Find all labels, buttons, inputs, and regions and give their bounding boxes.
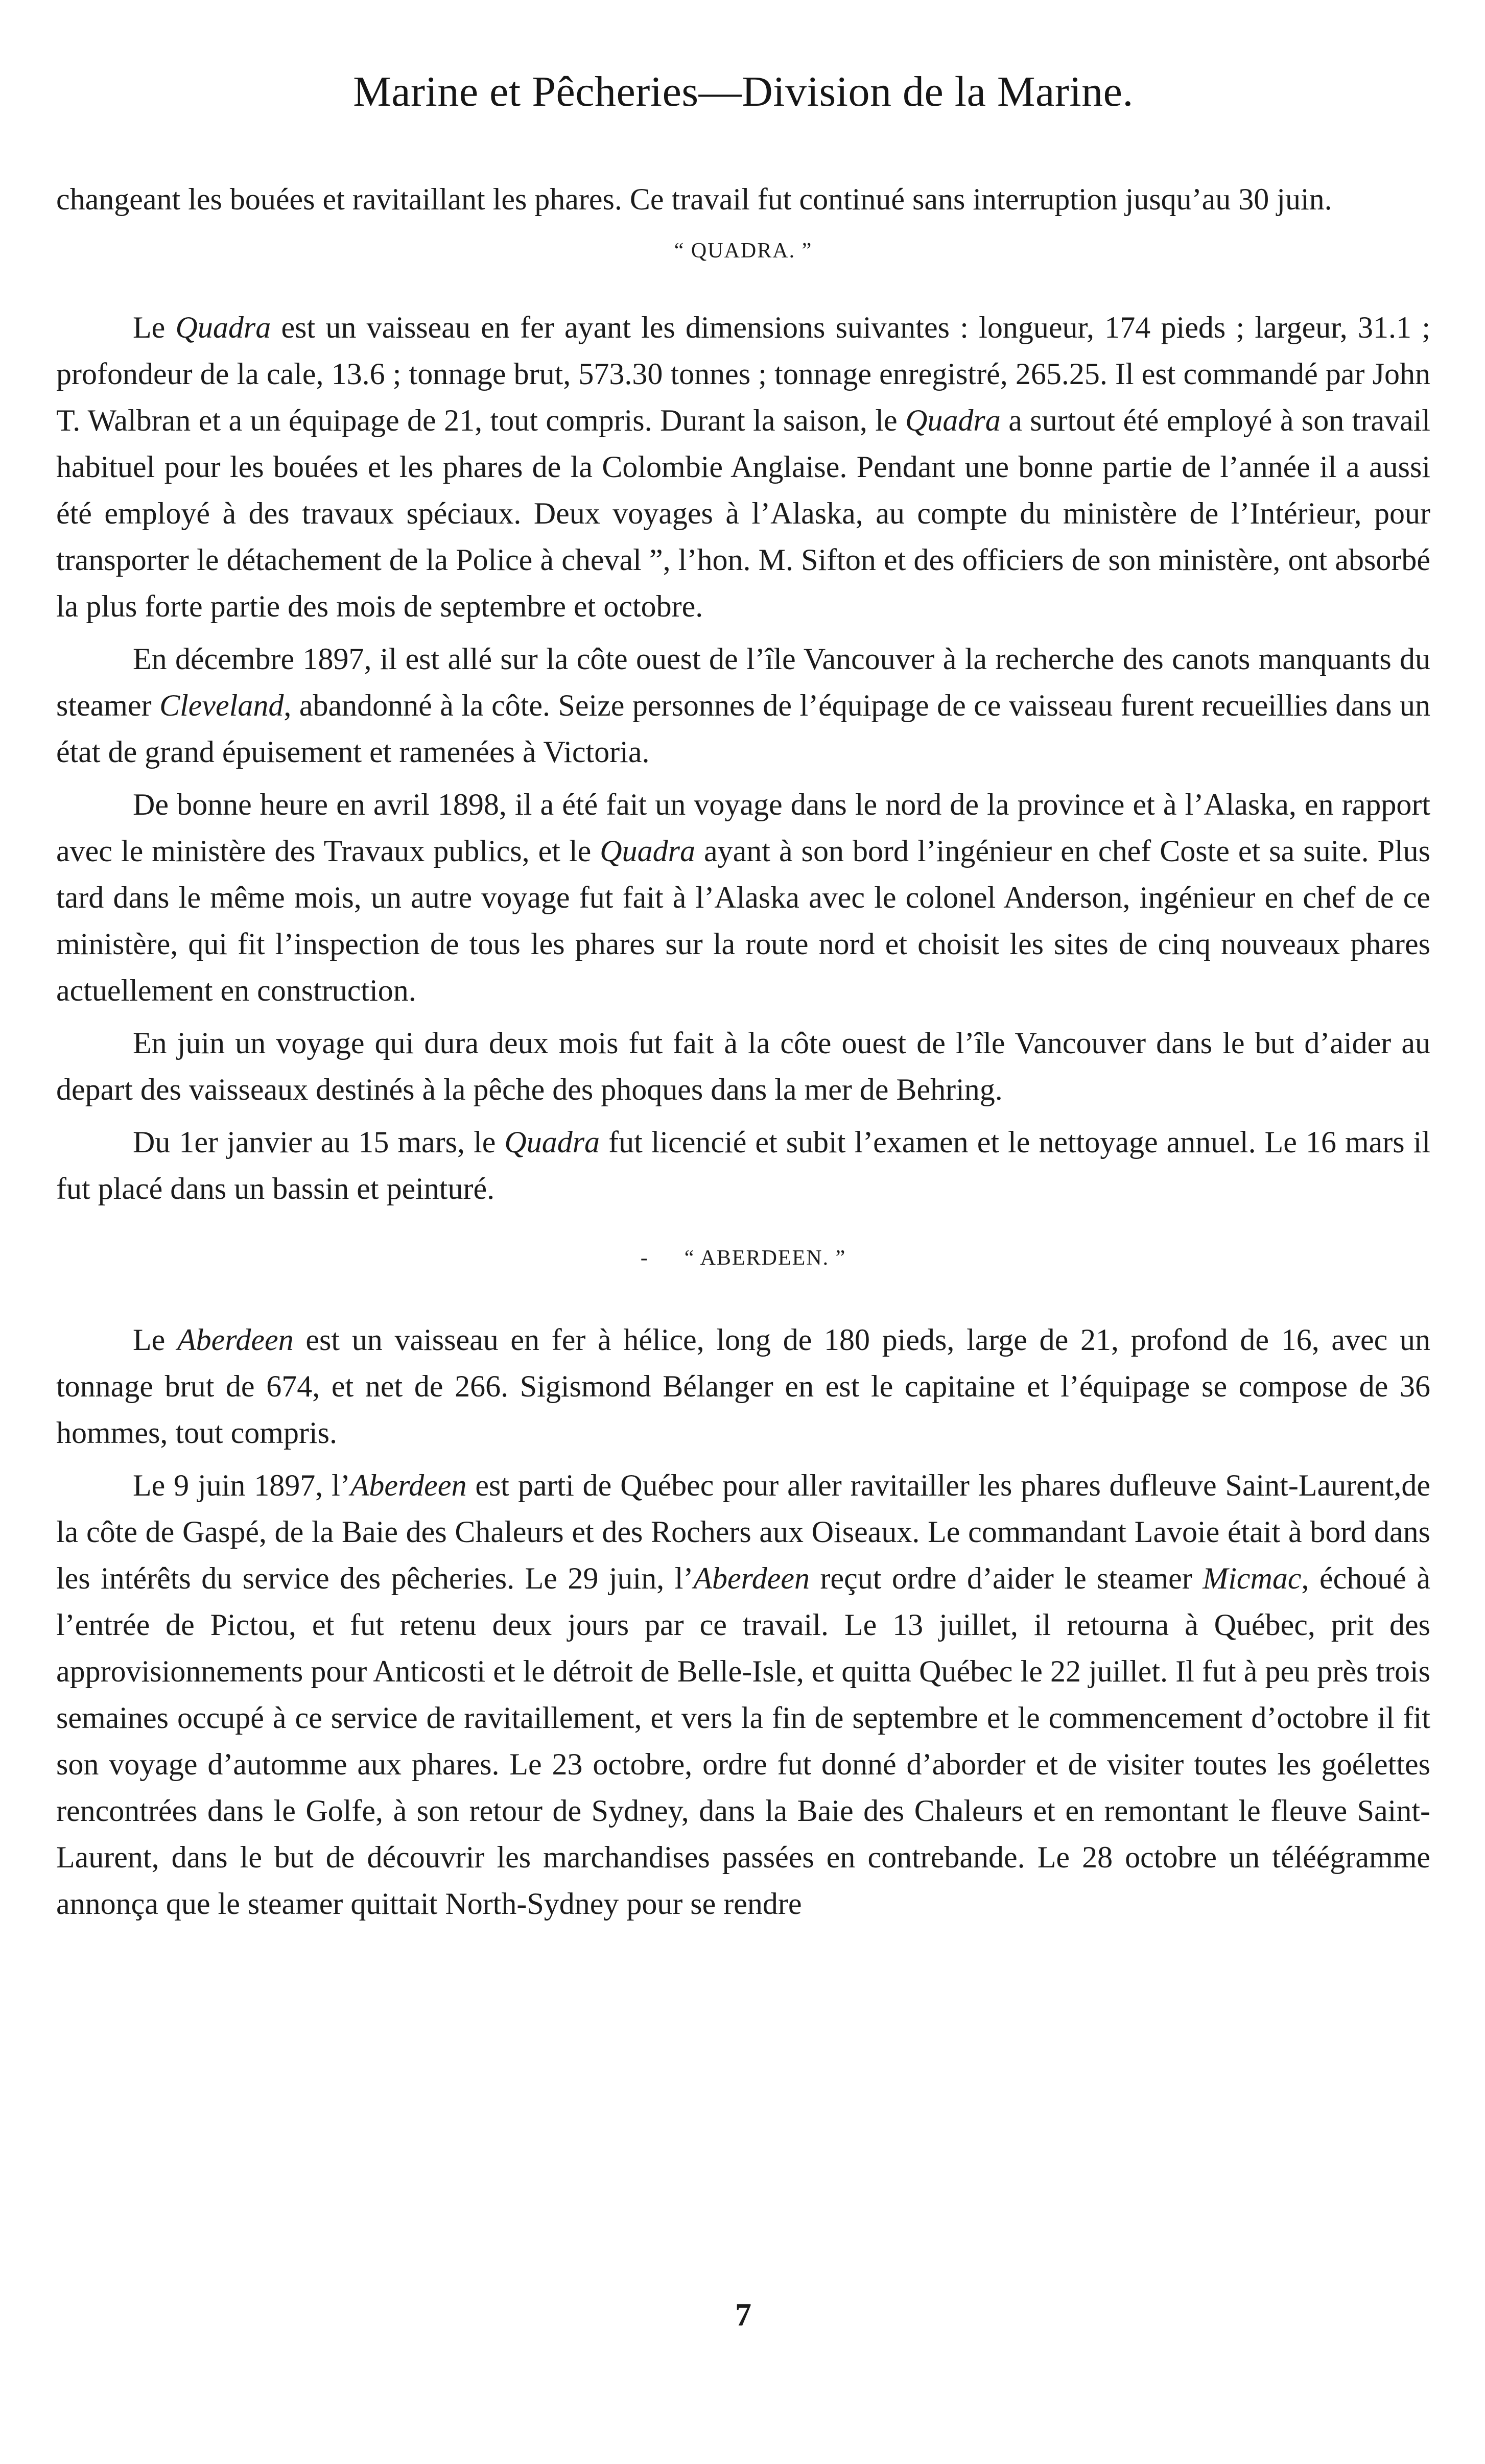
paragraph-continuation: changeant les bouées et ravitaillant les phares. Ce travail fut continué sans interruption jusqu’au 30 juin. [56, 182, 1332, 216]
paragraph-aberdeen-june: Le 9 juin 1897, l’Aberdeen est parti de Québec pour aller ravitailler les phares dufleuve Saint-Laurent,de la côte de Gaspé, de la Baie des Chaleurs et des Rochers aux Oiseaux. Le commandant Lavoie était à bord dans les intérêts du service des pêcheries. Le 29 juin, l’Aberdeen reçut ordre d’aider le steamer Micmac, échoué à l’entrée de Pictou, et fut retenu deux jours par ce travail. Le 13 juillet, il retourna à Québec, prit des approvisionnements pour Anticosti et le détroit de Belle-Isle, et quitta Québec le 22 juillet. Il fut à peu près trois semaines occupé à ce service de ravitaillement, et vers la fin de septembre et le commencement d’octobre il fit son voyage d’automme aux phares. Le 23 octobre, ordre fut donné d’aborder et de visiter toutes les goélettes rencontrées dans le Golfe, à son retour de Sydney, dans la Baie des Chaleurs et en remontant le fleuve Saint-Laurent, dans le but de découvrir les marchandises passées en contrebande. Le 28 octobre un téléégramme annonça que le steamer quittait North-Sydney pour se rendre [56, 1468, 1431, 1921]
ship-name: Cleveland [159, 689, 284, 722]
paragraph-quadra-january: Du 1er janvier au 15 mars, le Quadra fut licencié et subit l’examen et le nettoyage annuel. Le 16 mars il fut placé dans un bassin et peinturé. [56, 1125, 1430, 1205]
paragraph-aberdeen-description: Le Aberdeen est un vaisseau en fer à hélice, long de 180 pieds, large de 21, profond de 16, avec un tonnage brut de 674, et net de 266. Sigismond Bélanger en est le capitaine et l’équipage se compose de 36 hommes, tout compris. [56, 1323, 1430, 1450]
ship-name: Quadra [905, 404, 1001, 437]
section-heading-aberdeen [56, 1240, 1430, 1276]
paragraph-quadra-description: Le Quadra est un vaisseau en fer ayant les dimensions suivantes : longueur, 174 pieds ; largeur, 31.1 ; profondeur de la cale, 13.6 ; tonnage brut, 573.30 tonnes ; tonnage enregistré, 265.25. Il est commandé par John T. Walbran et a un équipage de 21, tout compris. Durant la saison, le Quadra a surtout été employé à son travail habituel pour les bouées et les phares de la Colombie Anglaise. Pendant une bonne partie de l’année il a aussi été employé à des travaux spéciaux. Deux voyages à l’Alaska, au compte du ministère de l’Intérieur, pour transporter le détachement de la Police à cheval ”, l’hon. M. Sifton et des officiers de son ministère, ont absorbé la plus forte partie des mois de septembre et octobre. [56, 311, 1430, 623]
paragraph-quadra-december: En décembre 1897, il est allé sur la côte ouest de l’île Vancouver à la recherche des canots manquants du steamer Cleveland, abandonné à la côte. Seize personnes de l’équipage de ce vaisseau furent recueillies dans un état de grand épuisement et ramenées à Victoria. [56, 642, 1431, 769]
section-heading-quadra: “ QUADRA. ” [674, 239, 813, 263]
running-head: Marine et Pêcheries—Division de la Marine. [353, 68, 1134, 115]
ship-name: Aberdeen [177, 1323, 294, 1357]
ship-name: Quadra [504, 1125, 600, 1159]
heading-dash: - [640, 1246, 649, 1270]
document-page [56, 0, 1430, 2464]
ship-name: Micmac [1203, 1561, 1302, 1595]
body-text [56, 176, 1430, 1933]
ship-name: Quadra [175, 311, 271, 344]
paragraph-quadra-june: En juin un voyage qui dura deux mois fut fait à la côte ouest de l’île Vancouver dans le but d’aider au depart des vaisseaux destinés à la pêche des phoques dans la mer de Behring. [56, 1026, 1430, 1106]
section-heading-aberdeen-text: “ ABERDEEN. ” [684, 1246, 846, 1270]
ship-name: Quadra [600, 834, 695, 868]
ship-name: Aberdeen [693, 1561, 810, 1595]
paragraph-quadra-april: De bonne heure en avril 1898, il a été fait un voyage dans le nord de la province et à l’Alaska, en rapport avec le ministère des Travaux publics, et le Quadra ayant à son bord l’ingénieur en chef Coste et sa suite. Plus tard dans le même mois, un autre voyage fut fait à l’Alaska avec le colonel Anderson, ingénieur en chef de ce ministère, qui fit l’inspection de tous les phares sur la route nord et choisit les sites de cinq nouveaux phares actuellement en construction. [56, 788, 1430, 1007]
ship-name: Aberdeen [350, 1468, 467, 1502]
page-number: 7 [735, 2296, 751, 2333]
